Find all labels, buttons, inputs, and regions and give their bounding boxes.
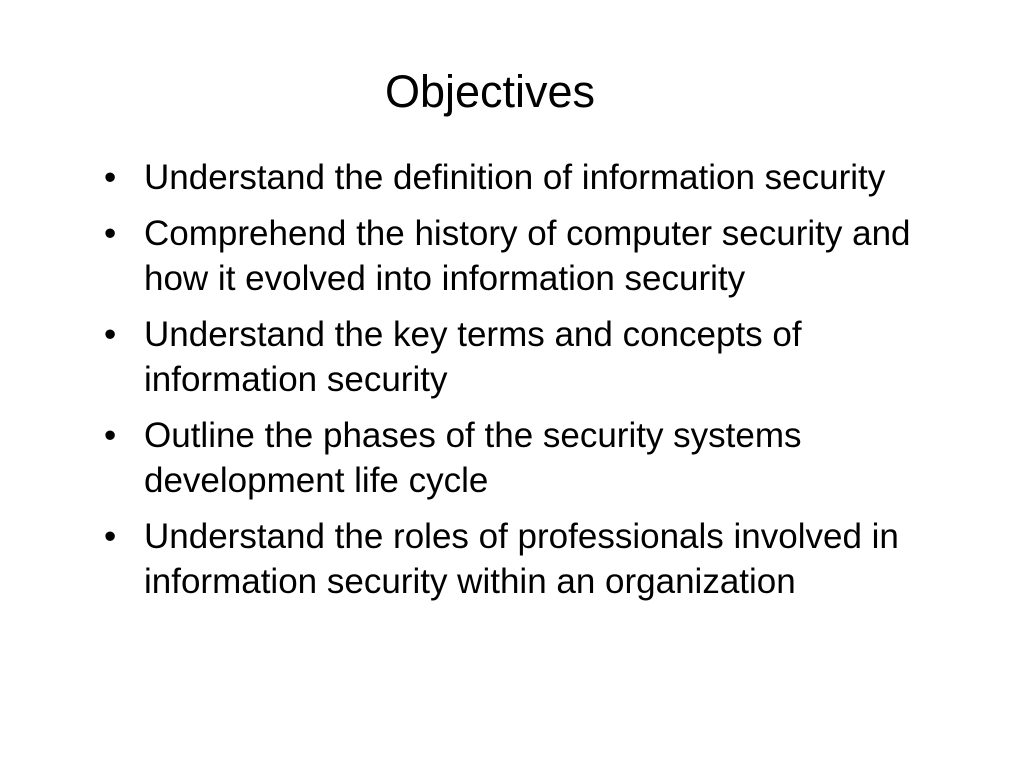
list-item bbox=[100, 211, 960, 301]
list-item bbox=[100, 312, 960, 402]
bullet-text: Comprehend the history of computer security and how it evolved into information security bbox=[144, 214, 911, 298]
bullet-icon: • bbox=[104, 517, 117, 556]
objectives-list bbox=[100, 155, 960, 615]
bullet-text: Understand the roles of professionals involved in information security within an organization bbox=[144, 517, 899, 601]
bullet-icon: • bbox=[104, 214, 117, 253]
list-item bbox=[100, 155, 960, 200]
list-item bbox=[100, 514, 960, 604]
slide-title: Objectives bbox=[384, 66, 596, 117]
bullet-icon: • bbox=[104, 315, 117, 354]
list-item bbox=[100, 413, 960, 503]
bullet-text: Understand the definition of information security bbox=[144, 158, 886, 197]
bullet-text: Outline the phases of the security systems development life cycle bbox=[144, 416, 802, 500]
bullet-icon: • bbox=[104, 158, 117, 197]
bullet-icon: • bbox=[104, 416, 117, 455]
bullet-text: Understand the key terms and concepts of information security bbox=[144, 315, 802, 399]
